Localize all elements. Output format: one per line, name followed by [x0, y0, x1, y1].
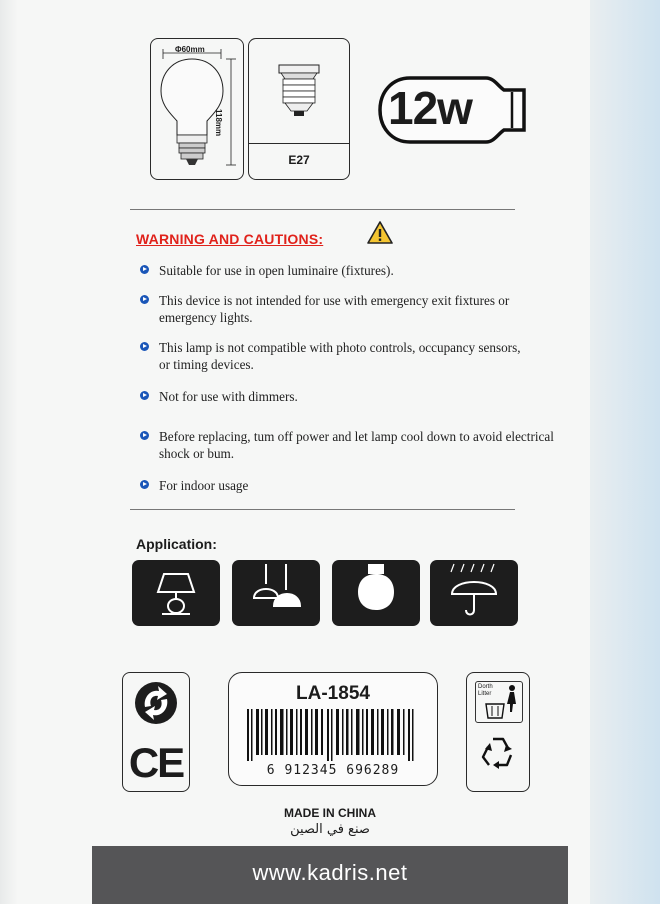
section-divider-bottom — [130, 509, 515, 510]
website-link[interactable]: www.kadris.net — [252, 860, 408, 885]
warning-text: For indoor usage — [159, 478, 249, 493]
warning-item — [140, 292, 550, 326]
barcode-bars — [247, 709, 421, 761]
certification-box — [122, 672, 190, 792]
bullet-icon — [140, 342, 149, 351]
section-divider-top — [130, 209, 515, 210]
warning-text: This device is not intended for use with emergency exit fixtures or emergency lights. — [159, 293, 510, 325]
pendant-lamps-icon — [232, 560, 320, 626]
application-tile-outdoor — [430, 560, 518, 626]
umbrella-icon — [430, 560, 518, 626]
bullet-icon — [140, 391, 149, 400]
barcode-digits: 6 912345 696289 — [266, 763, 400, 778]
made-in-label: MADE IN CHINA — [284, 806, 376, 820]
base-type-box — [248, 38, 350, 180]
base-type-label: E27 — [288, 153, 310, 167]
wattage-badge — [376, 72, 528, 148]
bullet-icon — [140, 431, 149, 440]
wattage-value: 12w — [388, 82, 472, 134]
application-tile-bulb — [332, 560, 420, 626]
application-tile-table-lamp — [132, 560, 220, 626]
recycle-icon — [477, 733, 519, 775]
warning-item — [140, 262, 540, 279]
application-title: Application: — [136, 536, 217, 552]
page-left-edge — [0, 0, 18, 904]
warning-item — [140, 477, 540, 494]
table-lamp-icon — [132, 560, 220, 626]
made-in-arabic-label: صنع في الصين — [290, 822, 370, 837]
disposal-label-line1: Dorth — [478, 684, 493, 690]
warning-triangle-icon — [366, 220, 394, 245]
green-dot-icon — [123, 673, 189, 733]
warning-item — [140, 339, 530, 373]
warning-text: This lamp is not compatible with photo controls, occupancy sensors, or timing devices. — [159, 340, 521, 372]
disposal-symbol — [475, 681, 523, 723]
base-box-divider — [249, 143, 349, 144]
disposal-label-line2: Litter — [478, 691, 492, 697]
warning-item — [140, 428, 555, 462]
disposal-box — [466, 672, 530, 792]
model-number: LA-1854 — [296, 683, 370, 704]
bullet-icon — [140, 480, 149, 489]
ce-mark: CE — [128, 739, 184, 786]
bullet-icon — [140, 295, 149, 304]
warning-text: Before replacing, tum off power and let lamp cool down to avoid electrical shock or bum. — [159, 429, 554, 461]
bullet-icon — [140, 265, 149, 274]
footer-bar — [92, 846, 568, 904]
bulb-outline-icon — [151, 39, 243, 179]
warning-text: Suitable for use in open luminaire (fixtures). — [159, 263, 394, 278]
application-tile-pendant — [232, 560, 320, 626]
warning-title: WARNING AND CAUTIONS: — [136, 231, 324, 247]
bulb-dimensions-box — [150, 38, 244, 180]
warning-text: Not for use with dimmers. — [159, 389, 298, 404]
barcode-box — [228, 672, 438, 786]
height-label: 118mm — [214, 109, 223, 137]
diameter-label: Φ60mm — [175, 45, 205, 54]
warning-item — [140, 388, 540, 405]
bulb-icon — [332, 560, 420, 626]
trash-person-icon — [476, 682, 522, 722]
page-right-edge — [590, 0, 660, 904]
e27-base-icon — [249, 39, 349, 139]
